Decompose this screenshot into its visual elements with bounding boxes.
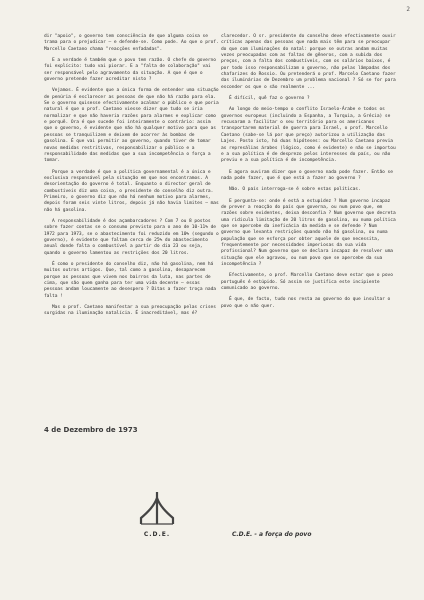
right-paragraph: É que, de facto, tudo nos resta ao governo do que insultar o povo que o não quer.	[221, 297, 391, 309]
left-paragraph: Porque a verdade é que a política governamental é a única e exclusiva responsável pela situação em que nos encontramos. A desorientação do governo é total. Enquanto o director geral de combustíveis diz uma coisa, o presidente do conselho diz outra. Primeiro, o governo diz que não há nenhum motivo para alarmes, depois foram seis vinte litros, depois já não havia limites — mas não há gasolina.	[44, 169, 219, 213]
logo-text: C.D.E.	[143, 531, 171, 538]
left-paragraph: É como o presidente do conselho diz, não há gasolina, nem há muitos outros artigos. Que, tal como a gasolina, desaparecem porque as pessoas que vivem nos bairros da luta, nas partes de cima, que são quem ganha para ter uma vida decente — essas pessoas andam loucamente ao desespero ? Ditas a fazer troça nada falta !	[44, 262, 216, 299]
right-paragraph: E pergunta-se: onde é está a estupidez ? Num governo incapaz de prever a reacção do país que governa, ou num povo que, em razões sobre evidentes, deixa desconfia ? Num governo que decreta uma ridícula limitação de 20 litros de gasolina, ou numa política que se apercebe da ineficácia da medida e se defende ? Num governo que levanta restrições quando não há gasolina, ou numa população que se esforça por obter aquele de que necessita, frequentemente por necessidades imperiosas da sua vida profissional? Num governo que se declara incapaz de resolver uma situação que ele agravou, ou num povo que se apercebe da sua incompetência ?	[221, 198, 396, 267]
left-paragraph: Mas o prof. Caetano manifestar a sua preocupação pelas crises surgidas na iluminação natalícia. É inacreditável, mas é?	[44, 305, 216, 317]
left-paragraph: E a verdade é também que o povo tem razão. O chefe do governo foi explícito: tudo vai piorar. E a "falta de colaboração" vai ser responsável pelo agravamento da situação. A que é que o governo pretende fazer acreditar nisto ?	[44, 58, 216, 83]
page-number: 2	[406, 6, 410, 13]
right-paragraph: E agora ouviram dizer que o governo nada pode fazer. Então se nada pode fazer, que é que está a fazer ao governo ?	[221, 169, 393, 181]
right-paragraph: É difícil, quê faz o governo ?	[229, 96, 310, 102]
right-paragraph: Efectivamente, o prof. Marcello Caetano deve estar que o povo português é estúpido. Só assim se justifica este incipiente comunicado ao governo.	[221, 273, 393, 292]
left-column	[44, 34, 219, 323]
right-column	[221, 34, 396, 315]
left-paragraph: dir "apoio", o governo tem consciência de que alguma coisa se trama para o prejudicar — e defende-se. Como pode. Ao que o prof. Marcello Caetano chama "reacções enfadadas".	[44, 34, 219, 52]
left-paragraph: A responsabilidade é dos açambarcadores ? Com 7 ou 8 postos sobre fazer contas se o consumo previsto para o ano de 10-11% de 1972 para 1973, se o abastecimento foi reduzido em 10% (segundo o governo), é evidente que faltam cerca de 25% do abastecimento anual donde falta o combustível a partir do dia 23 ou seja, quando o governo lamentou as restrições dos 20 litros.	[44, 218, 219, 256]
right-paragraph: clarecedor. O sr. presidente do conselho deve efectivamente ouvir críticas apenas das pessoas que nada mais têm para se preocupar do que com iluminações do natal: porque se outras andam muitas vezes preocupadas com as faltas de gêneros, com a subida dos preços, com a falta dos combustíveis, com os salários baixos, é por todo isso responsabilizam o governo, não pelas lâmpadas dos chafarizes do Rossio. Ou pretenderá o prof. Marcelo Caetano fazer das iluminárias de Dezembro um problema nacional ? Só se for para esconder os que o são realmente ...	[221, 34, 396, 90]
right-paragraph: Ao longo do meio-tempo o conflito Israelo-Árabe e todos os governos europeus (incluindo a Espanha, a Turquia, a Grécia) se recusaram a facilitar o seu território para os americanos transportarem material de guerra para Israel, o prof. Marcello Caetano (sabe-se lá por que preço) autorizou a utilização das Lajes. Posto isto, há duas hipóteses: ou Marcello Caetano previa as represálias árabes (lógico, como é evidente) e não se importou e a sua política é de desprezo pelos interesses do país, ou não previu e a sua política é de incompetência.	[221, 107, 396, 164]
slogan: C.D.E. - a força do povo	[232, 531, 312, 538]
left-paragraph: Vejamos. É evidente que a única forma de entender uma situação de penúria é esclarecer as pessoas de que não há razão para ela. Se o governo quisesse efectivamente acalmar o público e que poria natural é que o prof. Caetano viesse dizer que tudo se iria normalizar e que não haveria razões para alarmes e explicar como e porquê. Ora é que sucede foi inteiramente o contrário: assim que o governo, é evidente que não há qualquer motivo para que as pessoas se tranquilizem e deixem de acorrer às bombas de gasolina. É que vai permitir ao governo, quando tiver de tomar novas medidas restritivas, responsabilizar o público e a responsabilidade das medidas que a sua incompetência o força a tomar.	[44, 88, 219, 164]
document-date: 4 de Dezembro de 1973	[44, 426, 138, 434]
right-paragraph: Não. O país interroga-se é sobre estas políticas.	[229, 187, 361, 193]
